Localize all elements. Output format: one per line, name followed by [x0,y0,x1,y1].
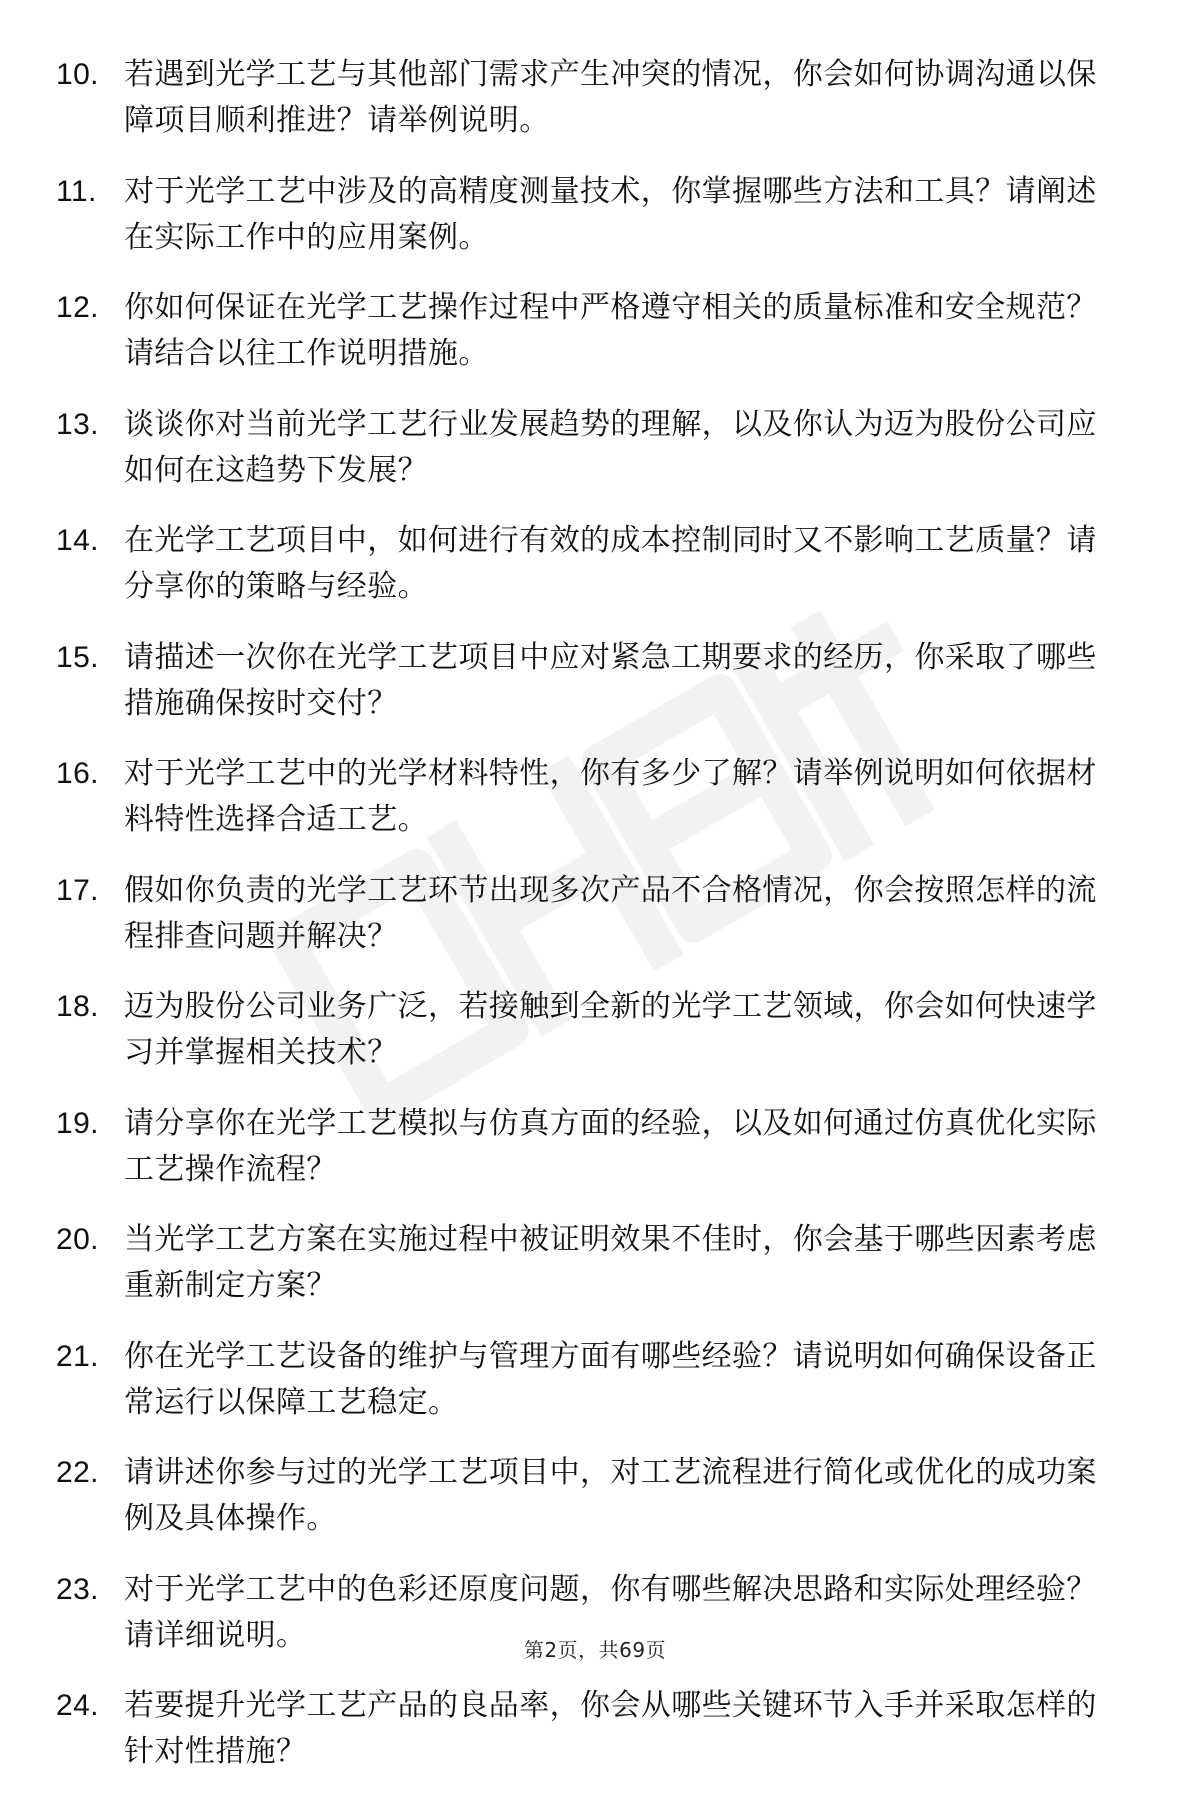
question-number: 12. [56,291,99,324]
question-text: 请讲述你参与过的光学工艺项目中，对工艺流程进行简化或优化的成功案例及具体操作。 [124,1455,1097,1536]
question-text: 假如你负责的光学工艺环节出现多次产品不合格情况，你会按照怎样的流程排查问题并解决？ [124,872,1097,954]
question-number: 11. [56,174,97,208]
question-text: 对于光学工艺中涉及的高精度测量技术，你掌握哪些方法和工具？请阐述在实际工作中的应用案例。 [124,173,1097,255]
question-text: 在光学工艺项目中，如何进行有效的成本控制同时又不影响工艺质量？请分享你的策略与经验。 [124,523,1097,604]
question-number: 23. [56,1572,99,1606]
question-item [56,635,1116,727]
question-number: 16. [56,757,99,790]
question-text: 请分享你在光学工艺模拟与仿真方面的经验，以及如何通过仿真优化实际工艺操作流程？ [124,1105,1097,1187]
question-item [56,1334,1116,1426]
question-text: 迈为股份公司业务广泛，若接触到全新的光学工艺领域，你会如何快速学习并掌握相关技术？ [124,989,1097,1070]
question-text: 对于光学工艺中的光学材料特性，你有多少了解？请举例说明如何依据材料特性选择合适工艺。 [124,756,1097,837]
question-item [56,285,1116,377]
question-item [56,1683,1116,1775]
question-number: 13. [56,407,99,441]
question-number: 20. [56,1223,99,1256]
question-text: 对于光学工艺中的色彩还原度问题，你有哪些解决思路和实际处理经验？请详细说明。 [124,1571,1097,1653]
question-number: 24. [56,1689,99,1722]
question-list [56,52,1116,1800]
question-number: 17. [56,873,99,907]
question-item [56,868,1116,960]
question-item [56,518,1116,610]
question-item [56,1101,1116,1193]
question-text: 你如何保证在光学工艺操作过程中严格遵守相关的质量标准和安全规范？请结合以往工作说明措施。 [124,290,1097,371]
question-number: 15. [56,640,99,674]
question-text: 当光学工艺方案在实施过程中被证明效果不佳时，你会基于哪些因素考虑重新制定方案？ [124,1222,1097,1303]
question-text: 你在光学工艺设备的维护与管理方面有哪些经验？请说明如何确保设备正常运行以保障工艺稳定。 [124,1338,1097,1420]
question-text: 请描述一次你在光学工艺项目中应对紧急工期要求的经历，你采取了哪些措施确保按时交付？ [124,639,1097,721]
page-footer [0,1634,1190,1663]
question-number: 18. [56,990,99,1023]
question-text: 若遇到光学工艺与其他部门需求产生冲突的情况，你会如何协调沟通以保障项目顺利推进？请举例说明。 [124,57,1097,138]
question-number: 14. [56,524,99,557]
question-number: 19. [56,1106,99,1140]
question-number: 22. [56,1456,99,1489]
question-item [56,1217,1116,1309]
question-item [56,984,1116,1076]
question-item [56,751,1116,843]
question-number: 21. [56,1339,99,1373]
question-item [56,169,1116,261]
question-text: 若要提升光学工艺产品的良品率，你会从哪些关键环节入手并采取怎样的针对性措施？ [124,1688,1097,1769]
question-item [56,402,1116,494]
question-item [56,52,1116,144]
question-text: 谈谈你对当前光学工艺行业发展趋势的理解，以及你认为迈为股份公司应如何在这趋势下发展？ [124,406,1097,488]
page-number-label: 第2页，共69页 [523,1638,667,1662]
question-item [56,1450,1116,1542]
question-number: 10. [56,58,99,91]
